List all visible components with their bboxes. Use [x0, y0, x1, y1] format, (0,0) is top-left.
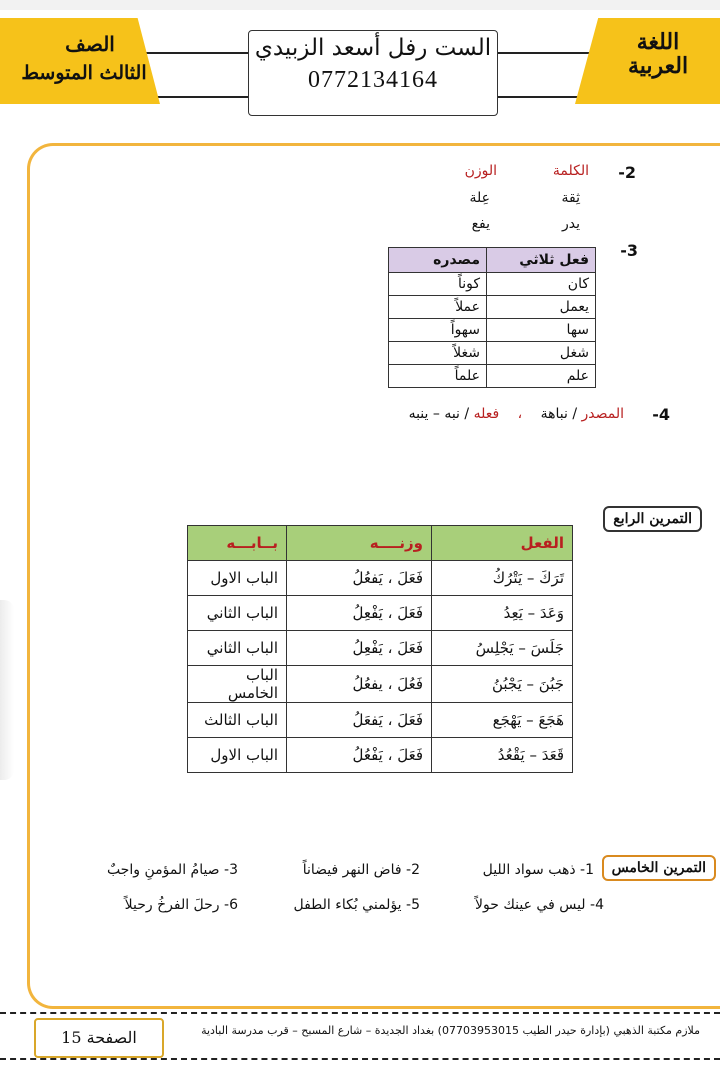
ex4-cell: جَلَسَ – يَجْلِسُ [432, 631, 573, 666]
q4-line [409, 406, 624, 422]
table-row [188, 596, 573, 631]
q4-separator: ، [517, 406, 523, 422]
table-row [389, 365, 596, 388]
q3-cell: شغل [487, 342, 596, 365]
table-row [188, 738, 573, 773]
q2-number: 2- [618, 163, 636, 182]
grade-level: الثالث المتوسط [21, 62, 147, 84]
q3-cell: علم [487, 365, 596, 388]
ex4-cell: قَعَدَ – يَقْعُدُ [432, 738, 573, 773]
ex4-header-door: بــابـــه [188, 526, 287, 561]
ex5-item-1: 1- ذهب سواد الليل [482, 862, 594, 878]
q4-source-value: / نباهة [540, 406, 578, 422]
q3-number: 3- [620, 241, 638, 260]
ex4-cell: فَعَلَ ، يَفْعِلُ [287, 596, 432, 631]
table-row [389, 273, 596, 296]
ex4-cell: فَعَلَ ، يَفْعُلُ [287, 738, 432, 773]
ex4-cell: جَبُنَ – يَجْبُنُ [432, 666, 573, 703]
q3-cell: سها [487, 319, 596, 342]
q3-header-source: مصدره [389, 248, 487, 273]
q3-table [388, 247, 596, 388]
ex4-cell: فَعَلَ ، يَفعُلُ [287, 561, 432, 596]
footer-rule-top [0, 1012, 720, 1014]
ex4-cell: هَجَعَ – يَهْجَع [432, 703, 573, 738]
q3-cell: يعمل [487, 296, 596, 319]
ex4-cell: الباب الثاني [188, 596, 287, 631]
grade-tab [0, 18, 160, 104]
q2-header-word: الكلمة [552, 163, 589, 179]
ex4-header-verb: الفعل [432, 526, 573, 561]
ex4-cell: الباب الخامس [188, 666, 287, 703]
q4-number: 4- [652, 405, 670, 424]
q2-header-weight: الوزن [464, 163, 497, 179]
teacher-phone: 0772134164 [308, 67, 438, 93]
q2-weight-2: يفع [471, 216, 490, 232]
table-row [188, 631, 573, 666]
ex4-cell: الباب الثالث [188, 703, 287, 738]
table-row [389, 319, 596, 342]
teacher-name: الست رفل أسعد الزبيدي [254, 35, 492, 61]
table-row [188, 666, 573, 703]
ex4-cell: تَرَكَ – يَتْرُكُ [432, 561, 573, 596]
table-row [389, 342, 596, 365]
ex4-cell: الباب الاول [188, 738, 287, 773]
ex4-cell: الباب الاول [188, 561, 287, 596]
q3-cell: علماً [389, 365, 487, 388]
footer-text: ملازم مكتبة الذهبي (بإدارة حيدر الطيب 07703953015) بغداد الجديدة – شارع المسبح – قرب مدرسة البادية [201, 1024, 700, 1037]
q3-header-verb: فعل ثلاثي [487, 248, 596, 273]
subject-title: اللغة العربية [627, 29, 689, 79]
q3-cell: سهواً [389, 319, 487, 342]
ex4-cell: فَعَلَ ، يَفْعِلُ [287, 631, 432, 666]
ex5-item-2: 2- فاض النهر فيضاناً [302, 862, 420, 878]
ex5-item-6: 6- رحلَ الفرخُ رحيلاً [124, 897, 238, 913]
ex4-cell: وَعَدَ – يَعِدُ [432, 596, 573, 631]
footer-rule-bottom [0, 1058, 720, 1060]
ex4-header-weight: وزنــــه [287, 526, 432, 561]
table-row [389, 296, 596, 319]
side-shadow [0, 600, 14, 780]
q3-cell: كان [487, 273, 596, 296]
ex4-cell: فَعُلَ ، يفعُلُ [287, 666, 432, 703]
teacher-box [248, 30, 498, 116]
table-row [188, 561, 573, 596]
exercise-4-table [187, 525, 573, 773]
page-number: الصفحة 15 [34, 1018, 164, 1058]
ex4-cell: الباب الثاني [188, 631, 287, 666]
q2-weight-1: عِلة [469, 190, 490, 206]
q4-source-label: المصدر [581, 406, 624, 422]
q3-cell: شغلاً [389, 342, 487, 365]
q2-word-2: يدر [561, 216, 580, 232]
q4-verb-label: فعله [473, 406, 500, 422]
table-row [188, 703, 573, 738]
q3-cell: كوناً [389, 273, 487, 296]
exercise-4-label: التمرين الرابع [603, 506, 702, 532]
exercise-5-label: التمرين الخامس [602, 855, 716, 881]
table-header-row [188, 526, 573, 561]
ex5-item-4: 4- ليس في عينك حولاً [475, 897, 604, 913]
ex4-cell: فَعَلَ ، يَفعَلُ [287, 703, 432, 738]
grade-title: الصف [65, 32, 115, 56]
q3-cell: عملاً [389, 296, 487, 319]
q4-verb-value: / نبه – ينبه [408, 406, 470, 422]
table-header-row [389, 248, 596, 273]
ex5-item-5: 5- يؤلمني بُكاء الطفل [293, 897, 420, 913]
q2-word-1: ثِقة [561, 190, 580, 206]
ex5-item-3: 3- صيامُ المؤمنِ واجبٌ [106, 862, 238, 878]
